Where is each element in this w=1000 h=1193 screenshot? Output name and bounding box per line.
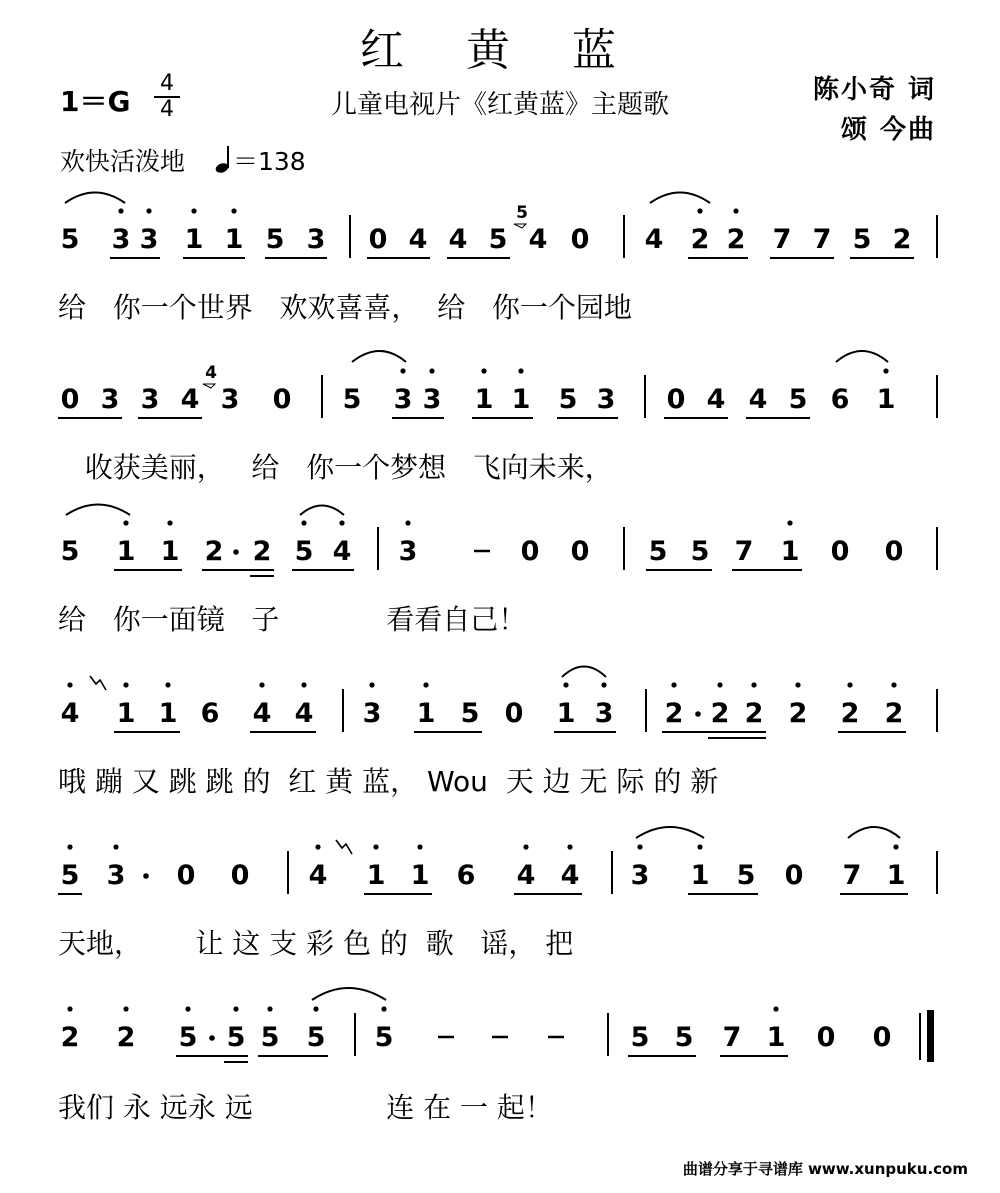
svg-text:0: 0 (784, 860, 804, 891)
svg-text:4: 4 (332, 536, 352, 567)
svg-text:5: 5 (226, 1022, 246, 1053)
lyric-line-4: 哦 蹦 又 跳 跳 的 红 黄 蓝， Wou 天 边 无 际 的 新 (58, 765, 719, 798)
svg-text:0: 0 (504, 698, 524, 729)
svg-text:3: 3 (362, 698, 382, 729)
svg-text:5: 5 (460, 698, 480, 729)
svg-text:1: 1 (511, 384, 531, 415)
tempo-value: ＝138 (232, 147, 306, 176)
score-line-3 (61, 505, 937, 577)
svg-text:5: 5 (60, 536, 80, 567)
svg-text:5: 5 (265, 224, 285, 255)
svg-text:5: 5 (374, 1022, 394, 1053)
svg-text:3: 3 (630, 860, 650, 891)
svg-text:7: 7 (842, 860, 862, 891)
svg-text:3: 3 (111, 224, 131, 255)
svg-text:0: 0 (666, 384, 686, 415)
svg-text:1: 1 (780, 536, 800, 567)
svg-text:1: 1 (184, 224, 204, 255)
score-line-2 (58, 351, 937, 418)
svg-text:4: 4 (448, 224, 468, 255)
lyric-line-6: 我们 永 远永 远 连 在 一 起！ (58, 1091, 553, 1124)
svg-text:4: 4 (560, 860, 580, 891)
svg-text:2: 2 (840, 698, 860, 729)
svg-text:7: 7 (812, 224, 832, 255)
svg-text:3: 3 (220, 384, 240, 415)
svg-text:3: 3 (596, 384, 616, 415)
svg-text:4: 4 (308, 860, 328, 891)
svg-text:0: 0 (570, 536, 590, 567)
svg-text:1: 1 (886, 860, 906, 891)
svg-text:6: 6 (830, 384, 850, 415)
lyric-line-5: 天地， 让 这 支 彩 色 的 歌 谣， 把 (58, 927, 574, 960)
lyric-line-1: 给 你一个世界 欢欢喜喜， 给 你一个园地 (58, 291, 632, 324)
svg-text:1: 1 (158, 698, 178, 729)
svg-text:2: 2 (690, 224, 710, 255)
score-line-1 (61, 193, 937, 259)
svg-text:2: 2 (116, 1022, 136, 1053)
svg-text:7: 7 (734, 536, 754, 567)
svg-text:4: 4 (706, 384, 726, 415)
score-line-6 (61, 988, 934, 1062)
svg-text:0: 0 (60, 384, 80, 415)
svg-text:1: 1 (474, 384, 494, 415)
svg-text:5: 5 (630, 1022, 650, 1053)
svg-text:3: 3 (140, 384, 160, 415)
svg-text:1: 1 (690, 860, 710, 891)
svg-text:5: 5 (294, 536, 314, 567)
svg-text:1: 1 (224, 224, 244, 255)
svg-text:4: 4 (60, 698, 80, 729)
svg-text:4: 4 (528, 224, 548, 255)
svg-text:5: 5 (788, 384, 808, 415)
svg-text:0: 0 (570, 224, 590, 255)
svg-text:5: 5 (648, 536, 668, 567)
svg-text:0: 0 (368, 224, 388, 255)
svg-text:2: 2 (788, 698, 808, 729)
svg-text:2: 2 (884, 698, 904, 729)
svg-text:5: 5 (736, 860, 756, 891)
svg-text:4: 4 (516, 860, 536, 891)
svg-text:5: 5 (342, 384, 362, 415)
svg-text:3: 3 (106, 860, 126, 891)
svg-text:1: 1 (416, 698, 436, 729)
svg-text:2: 2 (664, 698, 684, 729)
svg-text:0: 0 (872, 1022, 892, 1053)
svg-text:5: 5 (488, 224, 508, 255)
svg-text:1: 1 (876, 384, 896, 415)
song-subtitle: 儿童电视片《红黄蓝》主题歌 (330, 90, 669, 120)
svg-text:7: 7 (722, 1022, 742, 1053)
expression-text: 欢快活泼地 (60, 147, 186, 176)
svg-text:0: 0 (176, 860, 196, 891)
svg-text:4: 4 (408, 224, 428, 255)
svg-text:5: 5 (852, 224, 872, 255)
song-title: 红 黄 蓝 (360, 25, 640, 76)
svg-text:7: 7 (772, 224, 792, 255)
svg-text:3: 3 (100, 384, 120, 415)
svg-text:3: 3 (398, 536, 418, 567)
svg-text:5: 5 (558, 384, 578, 415)
svg-text:2: 2 (60, 1022, 80, 1053)
svg-text:5: 5 (60, 224, 80, 255)
svg-text:5: 5 (178, 1022, 198, 1053)
svg-text:2: 2 (744, 698, 764, 729)
svg-text:6: 6 (456, 860, 476, 891)
lyric-line-3: 给 你一面镜 子 看看自己！ (58, 603, 527, 636)
svg-text:5: 5 (674, 1022, 694, 1053)
svg-text:1: 1 (116, 536, 136, 567)
score-line-5 (58, 827, 937, 894)
svg-text:2: 2 (204, 536, 224, 567)
svg-text:6: 6 (200, 698, 220, 729)
svg-text:0: 0 (520, 536, 540, 567)
svg-text:0: 0 (830, 536, 850, 567)
meter-top: 4 (160, 71, 174, 96)
svg-text:2: 2 (252, 536, 272, 567)
svg-text:2: 2 (710, 698, 730, 729)
svg-text:1: 1 (366, 860, 386, 891)
svg-text:4: 4 (180, 384, 200, 415)
svg-text:1: 1 (556, 698, 576, 729)
svg-text:0: 0 (884, 536, 904, 567)
svg-text:1: 1 (410, 860, 430, 891)
svg-text:2: 2 (892, 224, 912, 255)
svg-text:3: 3 (594, 698, 614, 729)
svg-text:5: 5 (306, 1022, 326, 1053)
svg-text:3: 3 (306, 224, 326, 255)
svg-text:0: 0 (272, 384, 292, 415)
key-signature: 1＝G (60, 85, 131, 118)
svg-text:4: 4 (644, 224, 664, 255)
svg-text:0: 0 (230, 860, 250, 891)
svg-text:5: 5 (260, 1022, 280, 1053)
svg-text:4: 4 (205, 363, 217, 383)
svg-text:2: 2 (726, 224, 746, 255)
lyricist-credit: 陈小奇 词 (812, 75, 936, 105)
svg-text:1: 1 (766, 1022, 786, 1053)
meter-bottom: 4 (160, 97, 174, 122)
lyric-line-2: 收获美丽， 给 你一个梦想 飞向未来， (58, 451, 613, 484)
svg-text:4: 4 (252, 698, 272, 729)
svg-text:1: 1 (160, 536, 180, 567)
svg-text:5: 5 (690, 536, 710, 567)
source-footer: 曲谱分享于寻谱库 www.xunpuku.com (682, 1160, 968, 1178)
svg-text:5: 5 (60, 860, 80, 891)
svg-text:4: 4 (748, 384, 768, 415)
composer-credit: 颂 今曲 (840, 115, 936, 145)
svg-text:5: 5 (516, 203, 528, 223)
svg-text:3: 3 (393, 384, 413, 415)
svg-text:3: 3 (139, 224, 159, 255)
svg-text:4: 4 (294, 698, 314, 729)
svg-text:0: 0 (816, 1022, 836, 1053)
svg-text:3: 3 (422, 384, 442, 415)
score-line-4 (61, 667, 937, 739)
svg-text:1: 1 (116, 698, 136, 729)
